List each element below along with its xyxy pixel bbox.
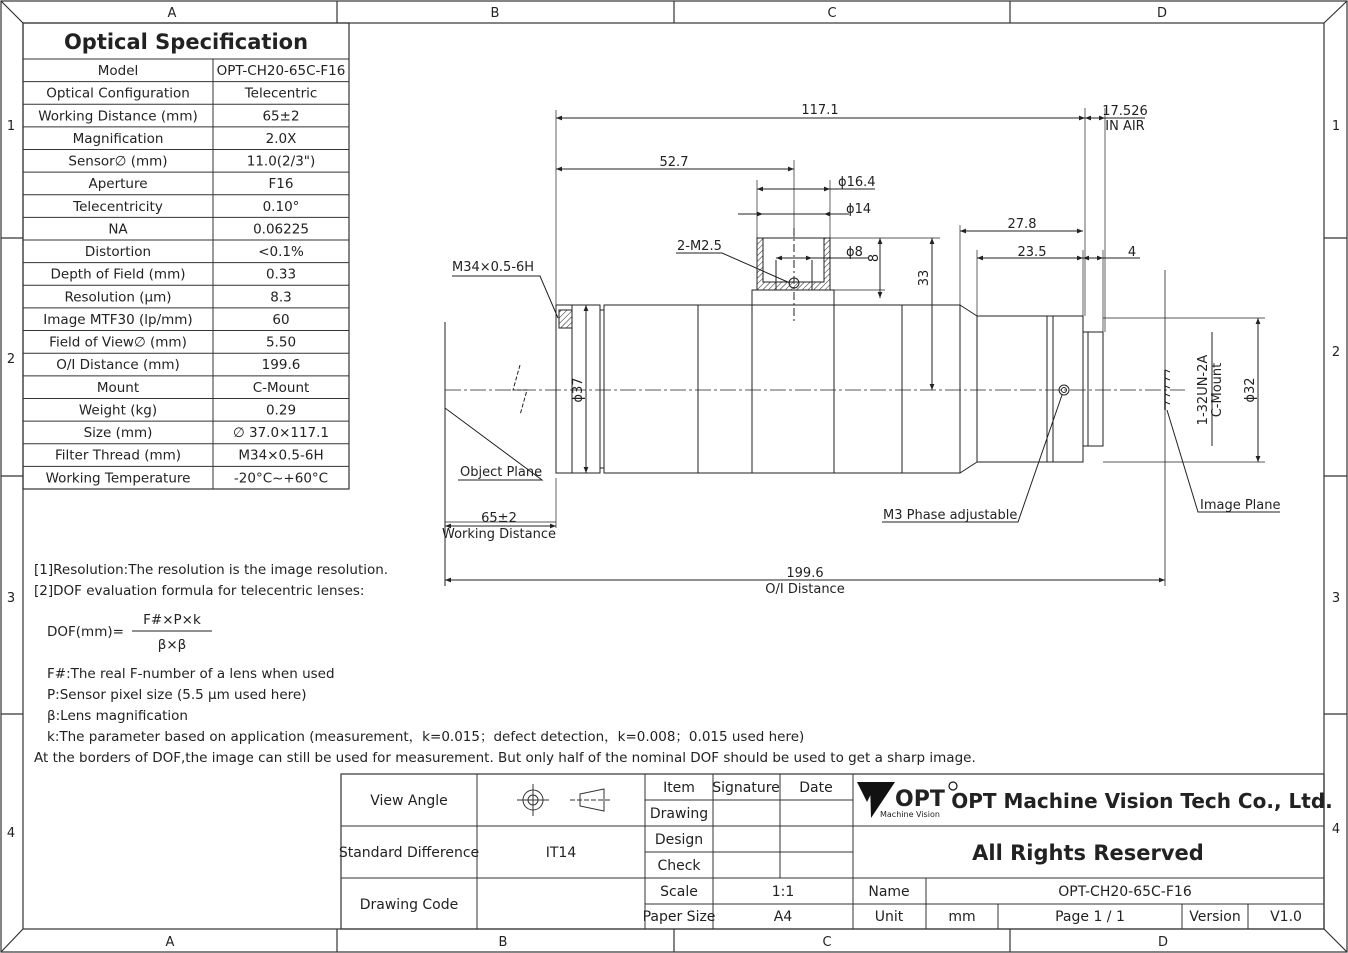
spec-value: 2.0X	[265, 130, 297, 147]
dim-rear-length: 27.8	[1007, 217, 1037, 232]
value-unit: mm	[948, 909, 976, 925]
dim-back-focus-note: IN AIR	[1105, 119, 1145, 134]
col-label-bottom: C	[822, 935, 832, 950]
label-unit: Unit	[874, 909, 904, 925]
spec-label: Magnification	[72, 130, 164, 147]
formula-k: k:The parameter based on application (measurement，k=0.015；defect detection，k=0.008；0.015 used here)	[47, 729, 805, 745]
spec-label: Depth of Field (mm)	[50, 266, 186, 283]
company-logo	[857, 782, 957, 819]
dim-mount-position: 52.7	[659, 155, 689, 170]
spec-label: Telecentricity	[73, 198, 163, 215]
col-label-top: D	[1156, 6, 1168, 21]
row-label-right: 2	[1331, 345, 1341, 360]
logo-word: OPT	[895, 787, 945, 812]
dimension-labels	[442, 103, 1281, 597]
dim-total-length: 117.1	[801, 103, 839, 118]
dim-mount-inner: ϕ14	[846, 202, 872, 217]
label-mount-type: C-Mount	[1210, 362, 1225, 418]
value-version: V1.0	[1270, 909, 1302, 925]
spec-label: Sensor∅ (mm)	[68, 153, 168, 170]
spec-value: 0.06225	[253, 221, 309, 238]
dim-hole: ϕ8	[846, 245, 863, 260]
spec-label: Image MTF30 (lp/mm)	[43, 311, 193, 328]
value-name: OPT-CH20-65C-F16	[1058, 884, 1192, 900]
note-resolution: [1]Resolution:The resolution is the image resolution.	[34, 562, 389, 578]
col-label-bottom: D	[1157, 935, 1169, 950]
label-version: Version	[1189, 909, 1241, 925]
row-label-right: 3	[1331, 591, 1341, 606]
label-drawing-code: Drawing Code	[359, 897, 459, 913]
spec-value: 0.33	[265, 266, 297, 283]
spec-label: NA	[108, 221, 128, 238]
value-standard-difference: IT14	[545, 845, 577, 861]
col-label-bottom: B	[498, 935, 508, 950]
spec-label: Size (mm)	[83, 425, 153, 442]
row-label-right: 4	[1331, 822, 1341, 837]
spec-value: 5.50	[265, 334, 297, 351]
spec-value: C-Mount	[252, 379, 310, 396]
col-label-top: A	[167, 6, 177, 21]
label-standard-difference: Standard Difference	[338, 845, 480, 861]
spec-value: -20°C~+60°C	[233, 470, 329, 487]
formula-f: F#:The real F-number of a lens when used	[47, 666, 335, 682]
spec-value: 199.6	[261, 357, 301, 374]
spec-label: O/I Distance (mm)	[56, 357, 180, 374]
label-m3-phase: M3 Phase adjustable	[883, 508, 1018, 523]
label-page: Page 1 / 1	[1055, 909, 1125, 925]
label-oi-distance: O/I Distance	[765, 582, 845, 597]
col-label-top: B	[490, 6, 500, 21]
label-view-angle: View Angle	[370, 793, 448, 809]
spec-title: Optical Specification	[63, 30, 309, 54]
note-dof: [2]DOF evaluation formula for telecentric lenses:	[34, 583, 365, 599]
row-label-right: 1	[1331, 119, 1341, 134]
label-design: Design	[654, 832, 704, 848]
label-paper-size: Paper Size	[642, 909, 716, 925]
dim-mount-outer: ϕ16.4	[838, 175, 876, 190]
spec-label: Aperture	[88, 176, 148, 193]
spec-value: 65±2	[262, 108, 300, 125]
dim-back-focus: 17.526	[1102, 104, 1148, 119]
label-signature: Signature	[712, 780, 780, 796]
col-label-top: C	[827, 6, 837, 21]
label-item: Item	[663, 780, 695, 796]
spec-value: <0.1%	[258, 244, 304, 261]
spec-label: Mount	[96, 379, 140, 396]
dim-working-distance: 65±2	[481, 511, 517, 526]
note-borders: At the borders of DOF,the image can still be used for measurement. But only half of the nominal DOF should be used to get a sharp image.	[34, 750, 976, 766]
spec-label: Distortion	[84, 244, 152, 261]
spec-value: 0.29	[265, 402, 297, 419]
col-label-bottom: A	[165, 935, 175, 950]
spec-rows	[23, 63, 349, 486]
spec-label: Working Temperature	[45, 470, 191, 487]
dim-mount-thread: 4	[1127, 245, 1137, 260]
spec-value: OPT-CH20-65C-F16	[216, 63, 346, 79]
dim-rear-diameter: ϕ32	[1243, 377, 1258, 403]
spec-value: M34×0.5-6H	[238, 447, 324, 464]
dim-oi-distance: 199.6	[786, 566, 824, 581]
spec-value: Telecentric	[244, 85, 318, 102]
spec-label: Weight (kg)	[78, 402, 158, 419]
formula-denominator: β×β	[157, 637, 187, 653]
label-date: Date	[799, 780, 833, 796]
spec-label: Field of View∅ (mm)	[49, 334, 187, 351]
spec-value: ∅ 37.0×117.1	[232, 425, 330, 442]
label-check: Check	[657, 858, 701, 874]
row-label-left: 2	[6, 352, 16, 367]
spec-label: Filter Thread (mm)	[54, 447, 182, 464]
row-label-left: 3	[6, 591, 16, 606]
spec-value: 60	[272, 311, 290, 328]
dim-mount-height: 33	[917, 269, 932, 287]
dim-front-diameter: ϕ37	[571, 377, 586, 403]
label-screw: 2-M2.5	[677, 239, 722, 254]
formula-p: P:Sensor pixel size (5.5 µm used here)	[47, 687, 307, 703]
label-filter-thread: M34×0.5-6H	[452, 260, 535, 275]
label-scale: Scale	[660, 884, 698, 900]
row-label-left: 1	[6, 119, 16, 134]
label-working-distance: Working Distance	[442, 527, 556, 542]
spec-label: Resolution (µm)	[64, 289, 172, 306]
formula-lhs: DOF(mm)=	[47, 624, 124, 640]
label-drawing: Drawing	[649, 806, 709, 822]
company-name: OPT Machine Vision Tech Co., Ltd.	[951, 789, 1333, 813]
row-label-left: 4	[6, 826, 16, 841]
spec-value: 11.0(2/3")	[246, 153, 316, 170]
spec-value: F16	[268, 176, 294, 193]
spec-label: Working Distance (mm)	[38, 108, 198, 125]
logo-subtitle: Machine Vision	[880, 810, 940, 819]
spec-value: 0.10°	[262, 198, 300, 215]
spec-table	[23, 23, 349, 489]
spec-value: 8.3	[270, 289, 292, 306]
rights-reserved: All Rights Reserved	[972, 841, 1204, 865]
label-name: Name	[868, 884, 910, 900]
value-scale: 1:1	[771, 884, 795, 900]
formula-numerator: F#×P×k	[143, 612, 201, 628]
dim-rear-barrel: 23.5	[1017, 245, 1047, 260]
dim-hole-depth: 8	[867, 253, 882, 263]
label-mount-thread: 1-32UN-2A	[1196, 354, 1211, 426]
formula-beta: β:Lens magnification	[47, 708, 188, 724]
spec-label: Optical Configuration	[46, 85, 190, 102]
label-object-plane: Object Plane	[460, 465, 543, 480]
value-paper-size: A4	[773, 909, 793, 925]
spec-label: Model	[97, 63, 139, 79]
label-image-plane: Image Plane	[1200, 498, 1281, 513]
